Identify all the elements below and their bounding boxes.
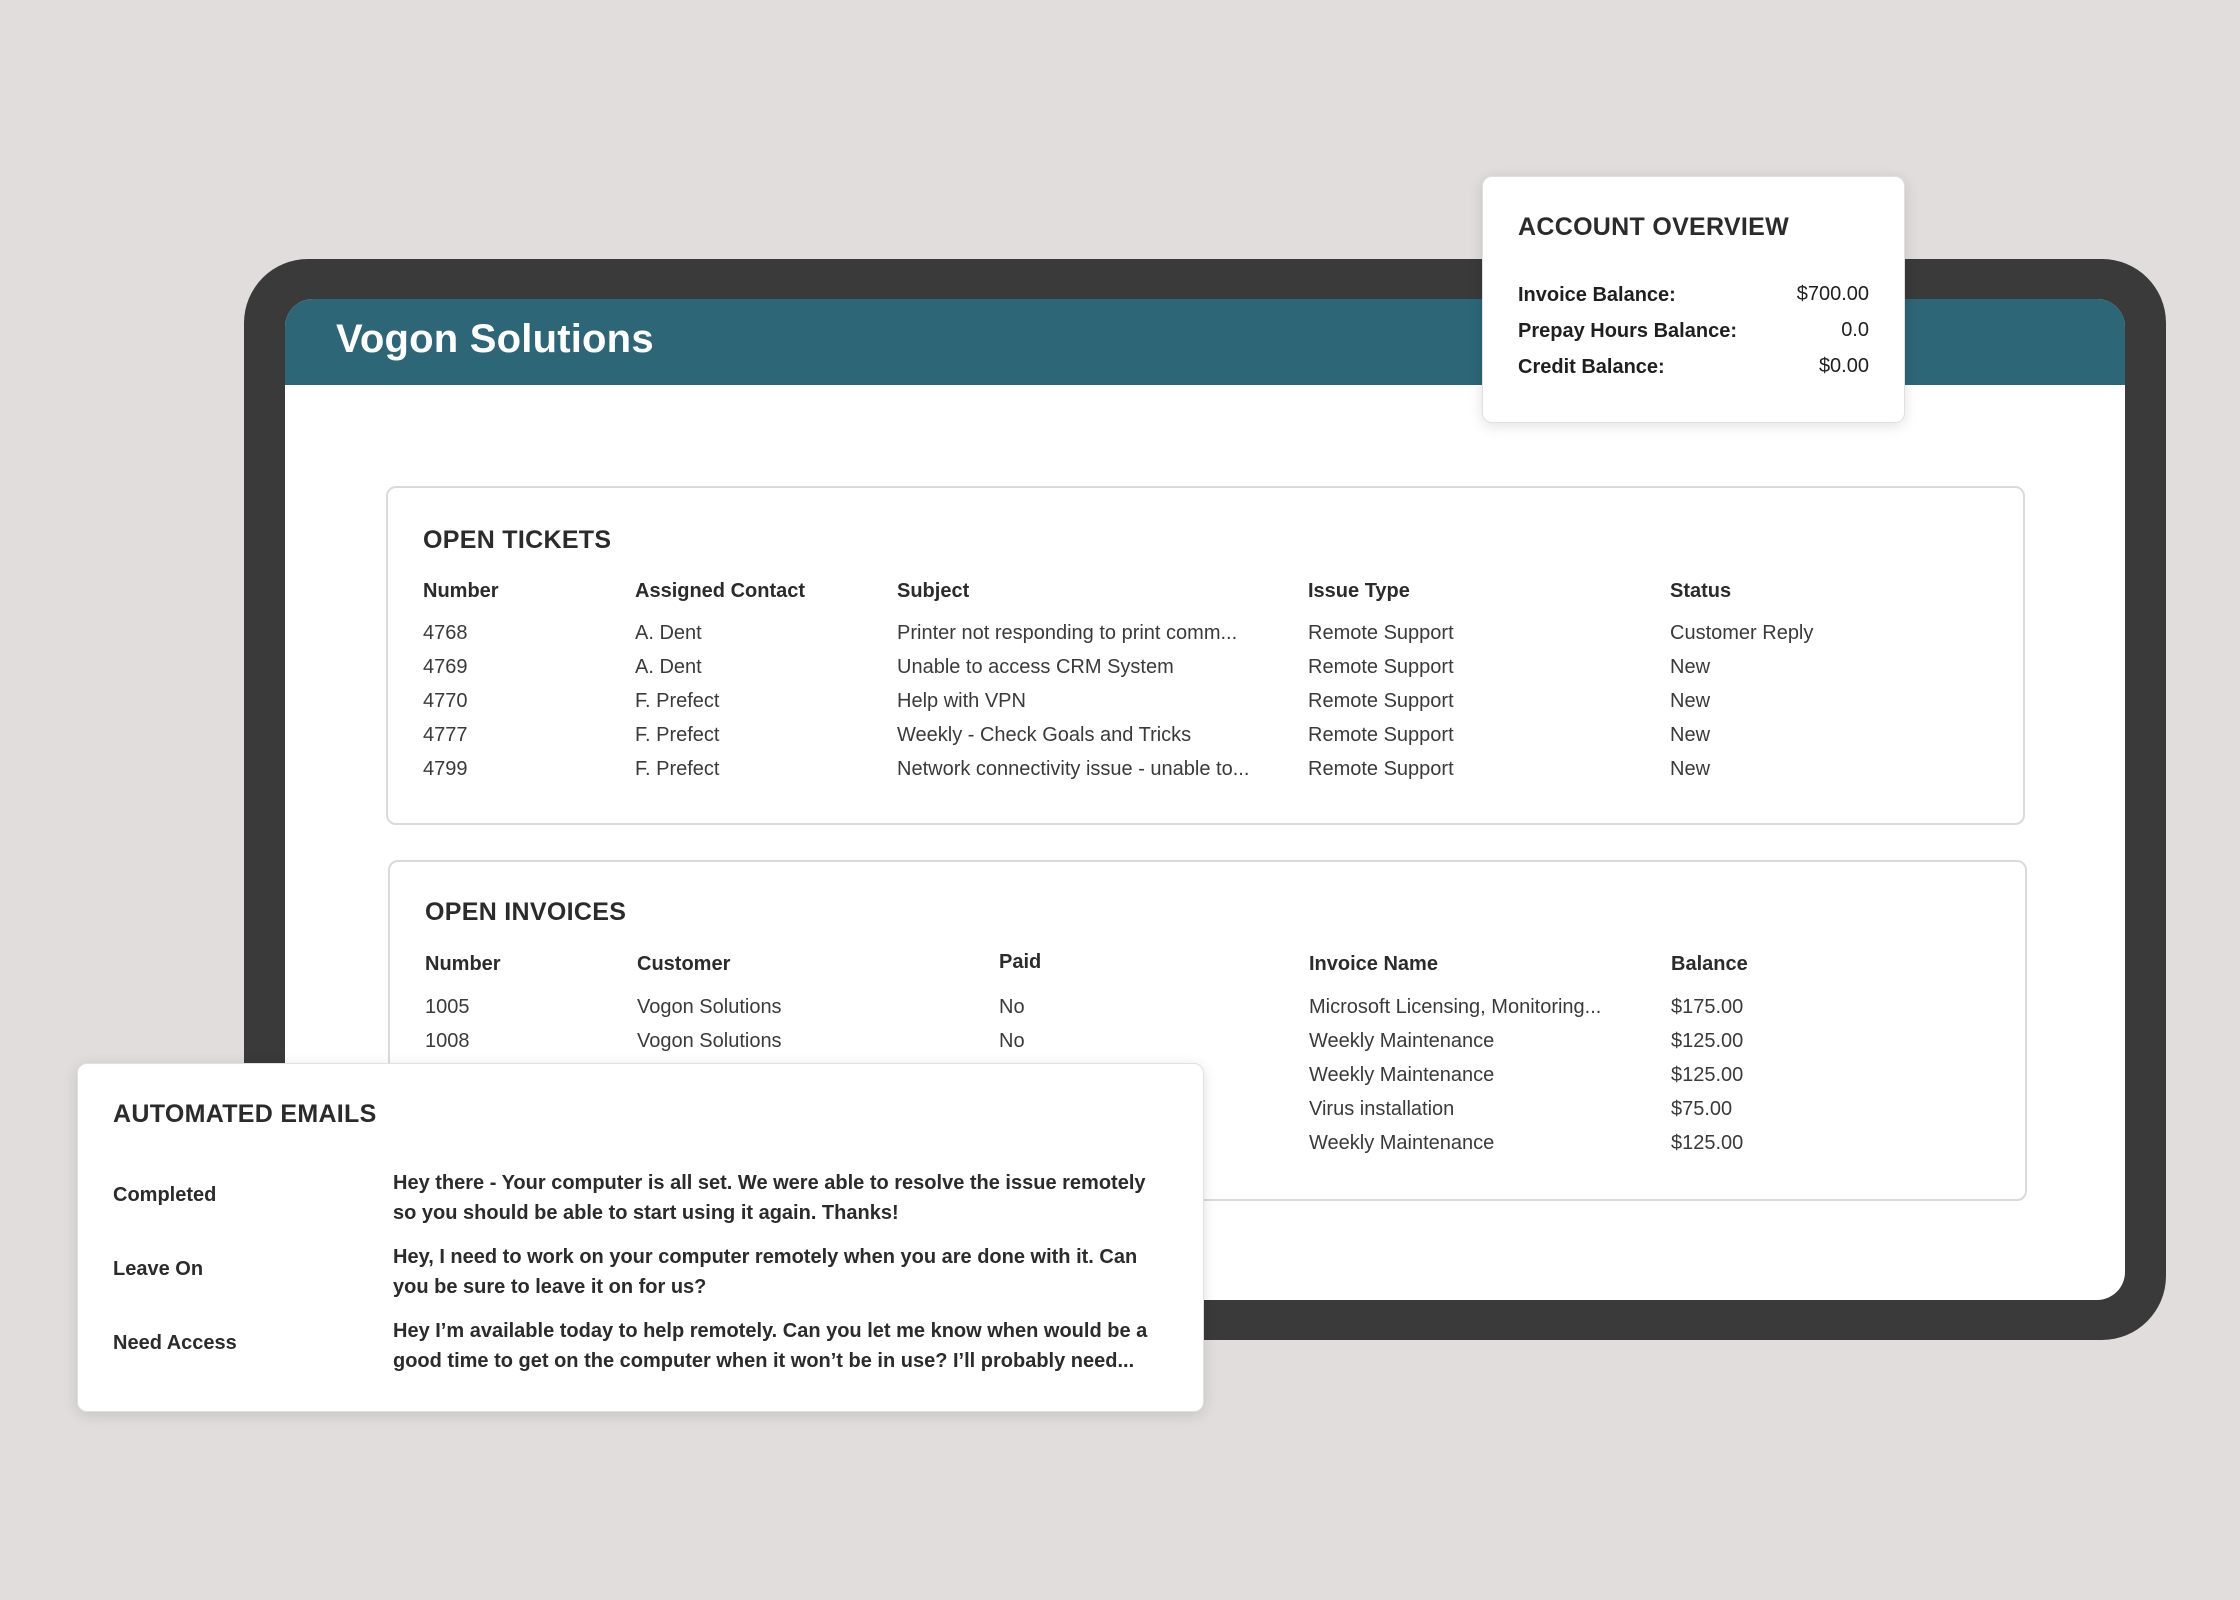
credit-balance-value: $0.00 [1818, 355, 1869, 377]
ticket-status: New [1670, 758, 1711, 780]
invoice-balance-label: Invoice Balance: [1518, 284, 1676, 306]
invoice-balance: $125.00 [1671, 1064, 1744, 1086]
credit-balance-label: Credit Balance: [1518, 356, 1665, 378]
invoice-balance-value: $700.00 [1796, 283, 1869, 305]
email-template-text: Hey, I need to work on your computer remotely when you are done with it. Can you be sure to leave it on for us? [393, 1246, 1138, 1298]
ticket-number[interactable]: 4770 [423, 690, 468, 712]
ticket-issue-type: Remote Support [1308, 690, 1454, 712]
invoice-balance: $125.00 [1671, 1030, 1744, 1052]
ticket-status: New [1670, 656, 1711, 678]
invoice-balance: $125.00 [1671, 1132, 1744, 1154]
ticket-subject[interactable]: Weekly - Check Goals and Tricks [897, 724, 1192, 746]
invoice-balance: $75.00 [1671, 1098, 1733, 1120]
email-template-text: Hey there - Your computer is all set. We were able to resolve the issue remotely so you should be able to start using it again. Thanks! [393, 1172, 1146, 1224]
ticket-number[interactable]: 4799 [423, 758, 468, 780]
invoice-customer: Vogon Solutions [637, 996, 782, 1018]
automated-emails-title: AUTOMATED EMAILS [113, 1100, 377, 1128]
invoice-number[interactable]: 1008 [425, 1030, 470, 1052]
email-template-text: Hey I’m available today to help remotely. Can you let me know when would be a good time to get on the computer when it won’t be in use? I’ll probably need... [393, 1320, 1148, 1372]
account-overview-title: ACCOUNT OVERVIEW [1518, 213, 1790, 241]
email-template-label[interactable]: Leave On [113, 1258, 204, 1280]
ticket-contact: F. Prefect [635, 690, 720, 712]
email-template-label[interactable]: Need Access [113, 1332, 237, 1354]
tickets-header-number[interactable]: Number [423, 580, 499, 602]
tickets-header-status[interactable]: Status [1670, 580, 1732, 602]
ticket-issue-type: Remote Support [1308, 656, 1454, 678]
invoice-name[interactable]: Microsoft Licensing, Monitoring... [1309, 996, 1602, 1018]
ticket-issue-type: Remote Support [1308, 622, 1454, 644]
ticket-subject[interactable]: Unable to access CRM System [897, 656, 1174, 678]
ticket-contact: F. Prefect [635, 758, 720, 780]
ticket-number[interactable]: 4777 [423, 724, 468, 746]
invoice-balance: $175.00 [1671, 996, 1744, 1018]
ticket-issue-type: Remote Support [1308, 758, 1454, 780]
automated-emails-panel [77, 1063, 1204, 1412]
invoice-paid: No [999, 1030, 1025, 1052]
tickets-header-subject[interactable]: Subject [897, 580, 970, 602]
invoice-name[interactable]: Weekly Maintenance [1309, 1064, 1495, 1086]
invoice-number[interactable]: 1005 [425, 996, 470, 1018]
invoices-header-number[interactable]: Number [425, 953, 501, 975]
invoice-name[interactable]: Weekly Maintenance [1309, 1132, 1495, 1154]
prepay-hours-label: Prepay Hours Balance: [1518, 320, 1737, 342]
ticket-contact: A. Dent [635, 622, 702, 644]
email-template-label[interactable]: Completed [113, 1184, 217, 1206]
open-invoices-title: OPEN INVOICES [425, 898, 627, 926]
tickets-header-issue-type[interactable]: Issue Type [1308, 580, 1410, 602]
ticket-contact: F. Prefect [635, 724, 720, 746]
invoice-name[interactable]: Virus installation [1309, 1098, 1455, 1120]
company-name: Vogon Solutions [336, 317, 654, 361]
ticket-contact: A. Dent [635, 656, 702, 678]
ticket-subject[interactable]: Network connectivity issue - unable to... [897, 758, 1250, 780]
ticket-status: New [1670, 724, 1711, 746]
account-overview-panel [1482, 176, 1905, 423]
ticket-status: Customer Reply [1670, 622, 1814, 644]
open-tickets-title: OPEN TICKETS [423, 526, 612, 554]
tickets-header-assigned-contact[interactable]: Assigned Contact [635, 580, 806, 602]
open-tickets-card [386, 486, 2025, 825]
invoices-header-invoice-name[interactable]: Invoice Name [1309, 953, 1438, 975]
ticket-status: New [1670, 690, 1711, 712]
invoices-header-paid[interactable]: Paid [999, 951, 1042, 973]
ticket-number[interactable]: 4768 [423, 622, 468, 644]
prepay-hours-value: 0.0 [1841, 319, 1869, 341]
ticket-number[interactable]: 4769 [423, 656, 468, 678]
ticket-subject[interactable]: Help with VPN [897, 690, 1026, 712]
ticket-subject[interactable]: Printer not responding to print comm... [897, 622, 1238, 644]
invoice-customer: Vogon Solutions [637, 1030, 782, 1052]
invoices-header-balance[interactable]: Balance [1671, 953, 1748, 975]
invoice-name[interactable]: Weekly Maintenance [1309, 1030, 1495, 1052]
invoice-paid: No [999, 996, 1025, 1018]
ticket-issue-type: Remote Support [1308, 724, 1454, 746]
invoices-header-customer[interactable]: Customer [637, 953, 731, 975]
